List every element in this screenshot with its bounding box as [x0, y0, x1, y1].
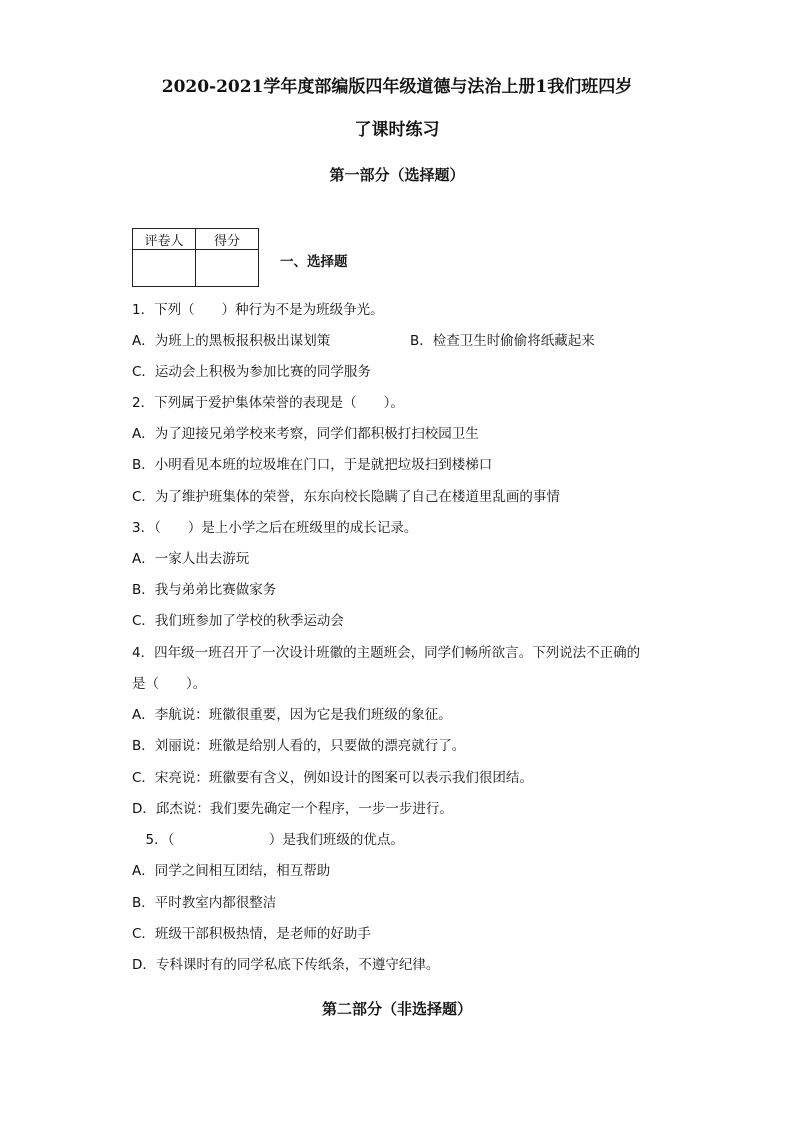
q5-option-b: B．平时教室内都很整洁 [132, 895, 277, 911]
q5-option-c: C．班级干部积极热情，是老师的好助手 [132, 926, 371, 942]
q1-option-a: A．为班上的黑板报积极出谋划策 [132, 333, 331, 349]
question-4-line-2: 是（ ）。 [132, 676, 207, 692]
q2-option-a: A．为了迎接兄弟学校来考察，同学们都积极打扫校园卫生 [132, 426, 479, 442]
q3-option-a: A．一家人出去游玩 [132, 551, 250, 567]
q3-option-b: B．我与弟弟比赛做家务 [132, 582, 277, 598]
question-1: 1．下列（ ）种行为不是为班级争光。 [132, 302, 384, 318]
score-header: 得分 [196, 229, 259, 250]
q2-option-b: B．小明看见本班的垃圾堆在门口，于是就把垃圾扫到楼梯口 [132, 457, 493, 473]
section-title: 一、选择题 [280, 254, 348, 270]
q1-option-b: B．检查卫生时偷偷将纸藏起来 [410, 333, 595, 349]
q4-option-b: B．刘丽说：班徽是给别人看的，只要做的漂亮就行了。 [132, 738, 466, 754]
q3-option-c: C．我们班参加了学校的秋季运动会 [132, 613, 344, 629]
document-title-line-1: 2020-2021学年度部编版四年级道德与法治上册1我们班四岁 [161, 77, 633, 97]
q4-option-d: D．邱杰说：我们要先确定一个程序，一步一步进行。 [132, 801, 453, 817]
question-4-line-1: 4．四年级一班召开了一次设计班徽的主题班会，同学们畅所欲言。下列说法不正确的 [132, 645, 641, 661]
score-cell [196, 250, 259, 287]
q4-option-c: C．宋亮说：班徽要有含义，例如设计的图案可以表示我们很团结。 [132, 770, 533, 786]
part-two-heading: 第二部分（非选择题） [321, 1000, 472, 1018]
document-title-line-2: 了课时练习 [354, 120, 440, 140]
question-2: 2．下列属于爱护集体荣誉的表现是（ ）。 [132, 395, 404, 411]
score-table [132, 228, 259, 287]
grader-cell [133, 250, 196, 287]
q2-option-c: C．为了维护班集体的荣誉，东东向校长隐瞒了自己在楼道里乱画的事情 [132, 489, 560, 505]
grader-header: 评卷人 [133, 229, 196, 250]
part-one-heading: 第一部分（选择题） [329, 166, 465, 184]
question-3: 3．（ ）是上小学之后在班级里的成长记录。 [132, 520, 418, 536]
q4-option-a: A．李航说：班徽很重要，因为它是我们班级的象征。 [132, 707, 452, 723]
question-5: 5．（ ）是我们班级的优点。 [132, 832, 404, 848]
q1-option-c: C．运动会上积极为参加比赛的同学服务 [132, 364, 371, 380]
q5-option-a: A．同学之间相互团结，相互帮助 [132, 863, 331, 879]
q5-option-d: D．专科课时有的同学私底下传纸条，不遵守纪律。 [132, 957, 440, 973]
